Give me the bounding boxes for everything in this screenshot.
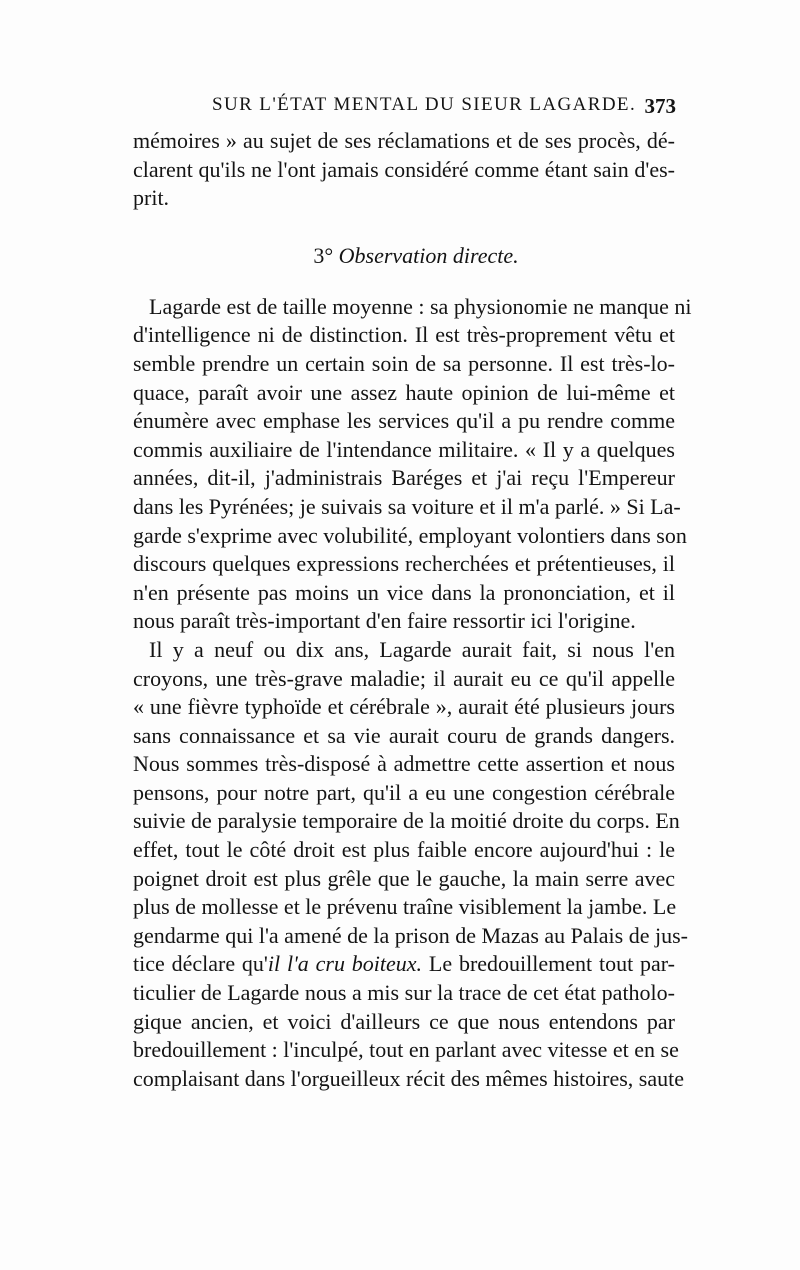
text-line: poignet droit est plus grêle que le gauche, la main serre avec: [133, 865, 675, 891]
text-line: ticulier de Lagarde nous a mis sur la trace de cet état patholo-: [133, 980, 675, 1006]
paragraph-continued: [133, 127, 675, 213]
quote-line-before: tice déclare qu': [133, 951, 268, 977]
text-line: Il y a neuf ou dix ans, Lagarde aurait fait, si nous l'en: [149, 636, 675, 662]
text-line: semble prendre un certain soin de sa personne. Il est très-lo-: [133, 350, 675, 376]
text-line: Nous sommes très-disposé à admettre cette assertion et nous: [133, 751, 675, 777]
body-text: [133, 127, 692, 1093]
page-number: 373: [644, 94, 676, 118]
text-line: discours quelques expressions recherchées et prétentieuses, il: [133, 551, 675, 577]
paragraph-observation: [133, 293, 692, 636]
text-line: clarent qu'ils ne l'ont jamais considéré comme étant sain d'es-: [133, 156, 675, 182]
text-line: dans les Pyrénées; je suivais sa voiture et il m'a parlé. » Si La-: [133, 493, 681, 519]
text-line: complaisant dans l'orgueilleux récit des mêmes histoires, saute: [133, 1065, 684, 1091]
text-line: commis auxiliaire de l'intendance militaire. « Il y a quelques: [133, 436, 675, 462]
text-line: n'en présente pas moins un vice dans la prononciation, et il: [133, 579, 675, 605]
running-header: [172, 94, 676, 122]
text-line: garde s'exprime avec volubilité, employant volontiers dans son: [133, 522, 687, 548]
paragraph-illness: [133, 636, 688, 1094]
text-line: « une fièvre typhoïde et cérébrale », aurait été plusieurs jours: [133, 694, 675, 720]
text-line: années, dit-il, j'administrais Baréges et j'ai reçu l'Empereur: [133, 465, 675, 491]
text-line: effet, tout le côté droit est plus faible encore aujourd'hui : le: [133, 837, 675, 863]
section-number: 3°: [313, 242, 334, 268]
text-line: suivie de paralysie temporaire de la moitié droite du corps. En: [133, 808, 680, 834]
running-title: SUR L'ÉTAT MENTAL DU SIEUR LAGARDE.: [212, 94, 637, 115]
text-line: quace, paraît avoir une assez haute opinion de lui-même et: [133, 379, 675, 405]
text-line: nous paraît très-important d'en faire ressortir ici l'origine.: [133, 608, 636, 634]
text-line: mémoires » au sujet de ses réclamations et de ses procès, dé-: [133, 128, 675, 153]
text-line: énumère avec emphase les services qu'il a pu rendre comme: [133, 408, 675, 434]
text-line: croyons, une très-grave maladie; il aurait eu ce qu'il appelle: [133, 665, 675, 691]
section-title: Observation directe.: [338, 242, 519, 268]
quoted-words: il l'a cru boiteux.: [267, 951, 423, 977]
text-line: gendarme qui l'a amené de la prison de Mazas au Palais de jus-: [133, 922, 688, 948]
section-heading: [133, 241, 675, 271]
text-line-with-quote: [133, 950, 675, 979]
text-line: pensons, pour notre part, qu'il a eu une congestion cérébrale: [133, 779, 675, 805]
text-line: prit.: [133, 185, 170, 211]
text-line: Lagarde est de taille moyenne : sa physionomie ne manque ni: [149, 293, 692, 319]
text-line: plus de mollesse et le prévenu traîne visiblement la jambe. Le: [133, 894, 677, 920]
quote-line-after: Le bredouillement tout par-: [422, 951, 676, 977]
text-line: sans connaissance et sa vie aurait couru de grands dangers.: [133, 722, 675, 748]
text-line: d'intelligence ni de distinction. Il est très-proprement vêtu et: [133, 322, 675, 348]
text-line: bredouillement : l'inculpé, tout en parlant avec vitesse et en se: [133, 1037, 679, 1063]
text-line: gique ancien, et voici d'ailleurs ce que nous entendons par: [133, 1008, 675, 1034]
